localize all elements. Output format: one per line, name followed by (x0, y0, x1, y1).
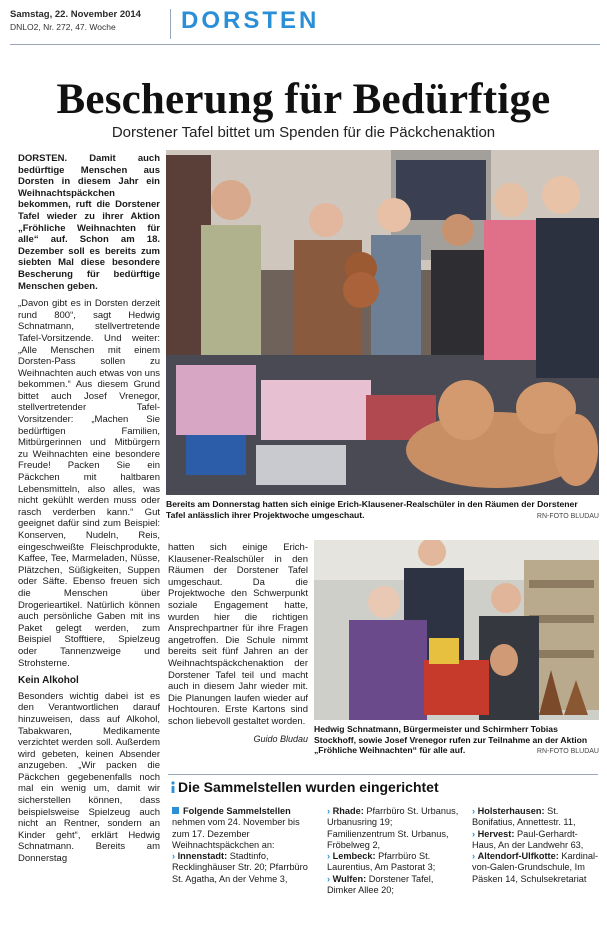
photo-credit: RN-FOTO BLUDAU (536, 512, 599, 520)
infobox-lead-text: nehmen vom 24. November bis zum 17. Dezember Weihnachtspäckchen an: (172, 817, 300, 850)
location-text: Stadtinfo, Recklinghäuser Str. 20; Pfarrbüro St. Agatha, An der Vehme 3, (172, 851, 308, 884)
infobox-column-2 (327, 806, 461, 896)
chevron-right-icon: › (172, 851, 176, 862)
chevron-right-icon: › (472, 851, 476, 862)
article-paragraph: hatten sich einige Erich-Klausener-Realschüler in den Räumen der Dorstener Tafel umgeschaut. Da die Projektwoche den Schwerpunkt soziale Engagement hatte, wurden hier die richtigen Ansprechpartner für ihre Fragen angetroffen. Die Schule nimmt bereits seit fünf Jahren an der Weihnachtspäckchenaktion der Dorstener Tafel teil und macht auch in diesem Jahr wieder mit. Die Planungen laufen wieder auf Hochtouren. Erste Kartons sind schon liebevoll gestaltet worden. (168, 542, 308, 727)
location-name: Wulfen: (332, 873, 367, 884)
infobox-title: Die Sammelstellen wurden eingerichtet (178, 779, 439, 795)
square-bullet-icon (172, 807, 179, 814)
section-title: DORSTEN (181, 7, 320, 34)
issue-number: DNLO2, Nr. 272, 47. Woche (10, 22, 116, 32)
location-text: Dorstener Tafel, Dimker Allee 20; (327, 873, 434, 896)
photo-credit: RN-FOTO BLUDAU (536, 748, 599, 755)
article-paragraph: „Davon gibt es in Dorsten derzeit rund 800“, sagt Hedwig Schnatmann, stellvertretende Tafel-Vorsitzende. Und weiter: „Alle Menschen mit einem Dorsten-Pass sollen zu Weihnachten auch etwas von uns bekommen.“ Aus diesem Grund bittet auch Josef Vrenegor, stellvertretender Tafel-Vorsitzender: „Machen Sie bedürftigen Familien, Mitbürgerinnen und Mitbürgern zu Weihnachten eine besondere Freude! Packen Sie ein Päckchen mit haltbaren Lebensmitteln, also alles, was nicht gekühlt werden muss oder rasch verderben kann.“ Gut geeignet dafür sind zum Beispiel: Konserven, Nudeln, Reis, eingeschweißte Fleischprodukte, Kaffee, Tee, Marmeladen, Nüsse, Plätzchen, Süßigkeiten, Suppen oder Säfte. Ebenso freuen sich die Menschen über Drogerieartikel. Natürlich können auch persönliche Gaben mit ins Paket gelegt werden, zum Beispiel Stofftiere, Spielzeug oder Tannenzweige und Strohsterne. (18, 298, 160, 669)
article-lead: DORSTEN. Damit auch bedürftige Menschen aus Dorsten in diesem Jahr ein Weihnachtspäckchen bekommen, ruft die Dorstener Tafel wieder zu ihrer Aktion „Fröhliche Weihnachten für alle“ auf. Schon am 18. Dezember soll es bereits zum siebten Mal diese besondere Bescherung für bedürftige Menschen geben. (18, 153, 160, 292)
infobox-column-3 (472, 806, 600, 885)
list-item (327, 851, 461, 874)
caption-text: Bereits am Donnerstag hatten sich einige Erich-Klausener-Realschüler in den Räumen der Dorstener Tafel anlässlich ihrer Projektwoche umgeschaut. (166, 499, 578, 520)
list-item (172, 851, 314, 885)
location-text: Pfarrbüro St. Urbanus, Urbanusring 19; Familienzentrum St. Urbanus, Fröbelweg 2, (327, 806, 459, 850)
header-divider (170, 9, 171, 39)
chevron-right-icon: › (472, 828, 476, 839)
infobox-column-1 (172, 806, 314, 885)
location-text: Pfarrbüro St. Laurentius, Am Pastorat 3; (327, 851, 436, 873)
info-icon (169, 781, 177, 793)
location-name: Altendorf-Ulfkotte: (477, 851, 559, 862)
location-name: Innenstadt: (177, 851, 228, 862)
photo-caption (314, 724, 599, 758)
chevron-right-icon: › (472, 806, 476, 816)
list-item (472, 806, 600, 829)
article-column-1 (18, 153, 160, 871)
chevron-right-icon: › (327, 873, 331, 884)
chevron-right-icon: › (327, 851, 331, 862)
infobox-lead (172, 806, 314, 851)
article-subheadline: Dorstener Tafel bittet um Spenden für die Päckchenaktion (111, 124, 496, 141)
location-text: Paul-Gerhardt-Haus, An der Landwehr 63, (472, 828, 584, 850)
issue-date: Samstag, 22. November 2014 (10, 9, 141, 20)
caption-text: Hedwig Schnatmann, Bürgermeister und Schirmherr Tobias Stockhoff, sowie Josef Vrenegor rufen zur Teilnahme an der Aktion „Fröhliche Weihnachten“ für alle auf. (314, 724, 588, 755)
list-item (327, 806, 461, 851)
infobox-lead-bold: Folgende Sammelstellen (183, 806, 291, 816)
chevron-right-icon: › (327, 806, 331, 816)
photo-students (166, 150, 599, 495)
infobox-rule (168, 774, 598, 775)
list-item (327, 874, 461, 897)
location-name: Hervest: (477, 828, 515, 839)
article-headline: Bescherung für Bedürftige (56, 76, 551, 123)
location-text: Kardinal-von-Galen-Grundschule, Im Päsken 14, Schulsekretariat (472, 851, 599, 884)
page-header (10, 7, 600, 45)
location-name: Rhade: (332, 806, 364, 816)
photo-organizers (314, 540, 599, 720)
list-item (472, 829, 600, 852)
article-paragraph: Besonders wichtig dabei ist es den Verantwortlichen darauf hinzuweisen, dass auf Alkohol, Tabakwaren, Medikamente verzichtet werden soll. Außerdem wird gebeten, keinen Absender anzugeben. „Wir packen die Päckchen gegebenenfalls noch mal ein wenig um, damit wir sicherstellen können, dass beispielsweise Spielzeug auch nicht an Rentner, sondern an Kinder geht“, erklärt Hedwig Schnatmann. Bereits am Donnerstag (18, 690, 160, 865)
photo-caption (166, 499, 599, 522)
article-subheading: Kein Alkohol (18, 675, 79, 687)
list-item (472, 851, 600, 885)
location-name: Holsterhausen: (477, 806, 545, 816)
article-column-2 (168, 542, 308, 745)
author-name: Guido Bludau (253, 733, 308, 744)
location-text: St. Bonifatius, Annettestr. 11, (472, 806, 576, 828)
location-name: Lembeck: (332, 851, 376, 862)
